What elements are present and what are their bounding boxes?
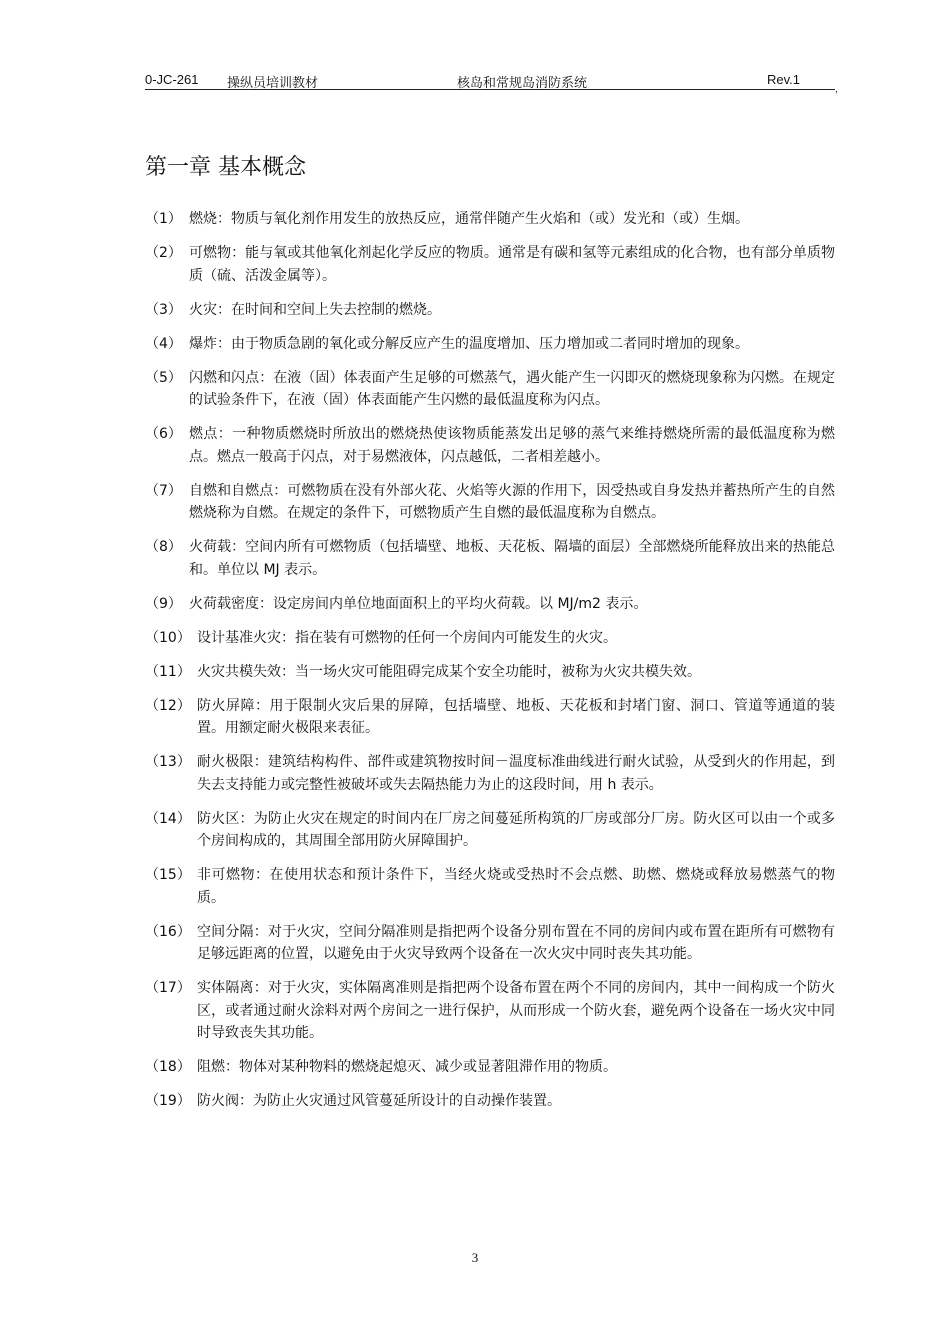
definition-item — [145, 423, 835, 468]
definition-text: 防火区：为防止火灾在规定的时间内在厂房之间蔓延所构筑的厂房或部分厂房。防火区可以由一个或多个房间构成的，其周围全部用防火屏障围护。 — [197, 810, 835, 849]
definition-item — [145, 864, 835, 909]
definition-list — [145, 208, 835, 1124]
definition-item — [145, 208, 835, 231]
definition-text: 燃烧：物质与氧化剂作用发生的放热反应，通常伴随产生火焰和（或）发光和（或）生烟。 — [189, 211, 749, 227]
definition-item — [145, 1090, 835, 1113]
definition-text: 爆炸：由于物质急剧的氧化或分解反应产生的温度增加、压力增加或二者同时增加的现象。 — [189, 335, 749, 352]
definition-item — [145, 695, 835, 740]
definition-number: （2） — [145, 245, 182, 261]
definition-item — [145, 1056, 835, 1079]
doc-code: 0-JC-261 — [145, 72, 199, 87]
definition-text: 燃点：一种物质燃烧时所放出的燃烧热使该物质能蒸发出足够的蒸气来维持燃烧所需的最低温度称为燃点。燃点一般高于闪点，对于易燃液体，闪点越低，二者相差越小。 — [189, 426, 835, 465]
definition-text: 防火屏障：用于限制火灾后果的屏障，包括墙壁、地板、天花板和封堵门窗、洞口、管道等通道的装置。用额定耐火极限来表征。 — [197, 697, 835, 736]
definition-text: 自燃和自燃点：可燃物质在没有外部火花、火焰等火源的作用下，因受热或自身发热并蓄热所产生的自然燃烧称为自燃。在规定的条件下，可燃物质产生自燃的最低温度称为自燃点。 — [189, 482, 835, 521]
definition-text: 设计基准火灾：指在装有可燃物的任何一个房间内可能发生的火灾。 — [197, 629, 617, 646]
definition-text: 可燃物：能与氧或其他氧化剂起化学反应的物质。通常是有碳和氢等元素组成的化合物，也有部分单质物质（硫、活泼金属等）。 — [189, 245, 835, 284]
definition-text: 火荷载密度：设定房间内单位地面面积上的平均火荷载。以 MJ/m2 表示。 — [189, 595, 648, 612]
definition-item — [145, 808, 835, 853]
doc-subtitle: 操纵员培训教材 — [227, 75, 319, 90]
definition-text: 火荷载：空间内所有可燃物质（包括墙壁、地板、天花板、隔墙的面层）全部燃烧所能释放出来的热能总和。单位以 MJ 表示。 — [189, 539, 835, 578]
definition-text: 非可燃物：在使用状态和预计条件下，当经火烧或受热时不会点燃、助燃、燃烧或释放易燃蒸气的物质。 — [197, 867, 835, 906]
definition-item — [145, 299, 835, 322]
definition-item — [145, 367, 835, 412]
definition-number: （7） — [145, 482, 182, 499]
definition-text: 火灾：在时间和空间上失去控制的燃烧。 — [189, 301, 441, 318]
definition-number: （15） — [145, 867, 191, 883]
definition-text: 闪燃和闪点：在液（固）体表面产生足够的可燃蒸气，遇火能产生一闪即灭的燃烧现象称为闪燃。在规定的试验条件下，在液（固）体表面能产生闪燃的最低温度称为闪点。 — [189, 369, 835, 408]
definition-number: （9） — [145, 595, 182, 612]
header-tick-mark: , — [835, 84, 838, 95]
definition-item — [145, 593, 835, 616]
definition-number: （10） — [145, 629, 191, 646]
definition-item — [145, 536, 835, 581]
header-divider — [145, 89, 835, 90]
definition-number: （11） — [145, 663, 191, 680]
definition-item — [145, 661, 835, 684]
definition-number: （19） — [145, 1093, 191, 1109]
definition-number: （8） — [145, 539, 182, 555]
definition-item — [145, 242, 835, 287]
definition-item — [145, 921, 835, 966]
definition-item — [145, 333, 835, 356]
revision-label: Rev.1 — [767, 72, 800, 87]
definition-number: （16） — [145, 923, 191, 940]
chapter-title: 第一章 基本概念 — [145, 155, 306, 180]
definition-text: 阻燃：物体对某种物料的燃烧起熄灭、减少或显著阻滞作用的物质。 — [197, 1059, 617, 1075]
doc-title: 核岛和常规岛消防系统 — [457, 75, 588, 90]
definition-number: （14） — [145, 810, 191, 827]
definition-item — [145, 627, 835, 650]
definition-number: （17） — [145, 980, 191, 996]
page-number: 3 — [471, 1250, 479, 1265]
definition-item — [145, 977, 835, 1045]
definition-number: （4） — [145, 335, 182, 352]
definition-number: （6） — [145, 426, 182, 442]
definition-number: （12） — [145, 697, 191, 714]
definition-text: 防火阀：为防止火灾通过风管蔓延所设计的自动操作装置。 — [197, 1093, 561, 1109]
definition-number: （5） — [145, 369, 182, 386]
definition-number: （1） — [145, 211, 182, 227]
definition-text: 空间分隔：对于火灾，空间分隔准则是指把两个设备分别布置在不同的房间内或布置在距所有可燃物有足够远距离的位置，以避免由于火灾导致两个设备在一次火灾中同时丧失其功能。 — [197, 923, 835, 962]
definition-text: 实体隔离：对于火灾，实体隔离准则是指把两个设备布置在两个不同的房间内，其中一间构成一个防火区，或者通过耐火涂料对两个房间之一进行保护，从而形成一个防火套，避免两个设备在一场火灾中同时导致丧失其功能。 — [197, 980, 835, 1041]
definition-number: （18） — [145, 1059, 191, 1075]
definition-item — [145, 480, 835, 525]
definition-item — [145, 751, 835, 796]
definition-text: 耐火极限：建筑结构构件、部件或建筑物按时间－温度标准曲线进行耐火试验，从受到火的作用起，到失去支持能力或完整性被破坏或失去隔热能力为止的这段时间，用 h 表示。 — [197, 754, 835, 793]
definition-text: 火灾共模失效：当一场火灾可能阻碍完成某个安全功能时，被称为火灾共模失效。 — [197, 663, 701, 680]
definition-number: （3） — [145, 301, 182, 318]
definition-number: （13） — [145, 754, 191, 770]
